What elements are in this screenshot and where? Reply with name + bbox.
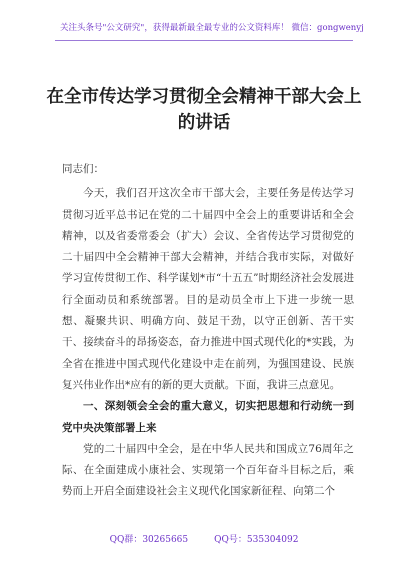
footer-contact [0,534,408,546]
document-body [62,159,354,503]
salutation: 同志们： [62,163,104,175]
section-paragraph: 党的二十届四中全会，是在中华人民共和国成立76周年之际、在全面建成小康社会、实现第一个百年奋斗目标之后，乘势而上开启全面建设社会主义现代化国家新征程、向第二个 [62,442,354,498]
section-heading: 一、深刻领会全会的重大意义，切实把思想和行动统一到党中央决策部署上来 [62,400,354,434]
qq-group-text: QQ群：30265665 [109,535,189,545]
header-divider [55,40,353,41]
document-title: 在全市传达学习贯彻全会精神干部大会上的讲话 [46,87,362,133]
body-paragraph: 今天，我们召开这次全市干部大会，主要任务是传达学习贯彻习近平总书记在党的二十届四中全会上的重要讲话和全会精神，以及省委常委会（扩大）会议、全省传达学习贯彻党的二十届四中全会精神干部大会精神，并结合我市实际，对做好学习宣传贯彻工作、科学谋划*市“十五五”时期经济社会发展进行全面动员和系统部署。目的是动员全市上下进一步统一思想、凝聚共识、明确方向、鼓足干劲，以守正创新、苦干实干、接续奋斗的昂扬姿态，奋力推进中国式现代化的*实践，为全省在推进中国式现代化建设中走在前列，为强国建设、民族复兴伟业作出*应有的新的更大贡献。下面，我讲三点意见。 [62,187,354,391]
header-notice: 关注头条号"公文研究"，获得最新最全最专业的公文资料库！ 微信：gongwenyj [60,23,364,33]
qq-number-text: QQ号：535304092 [214,535,299,545]
